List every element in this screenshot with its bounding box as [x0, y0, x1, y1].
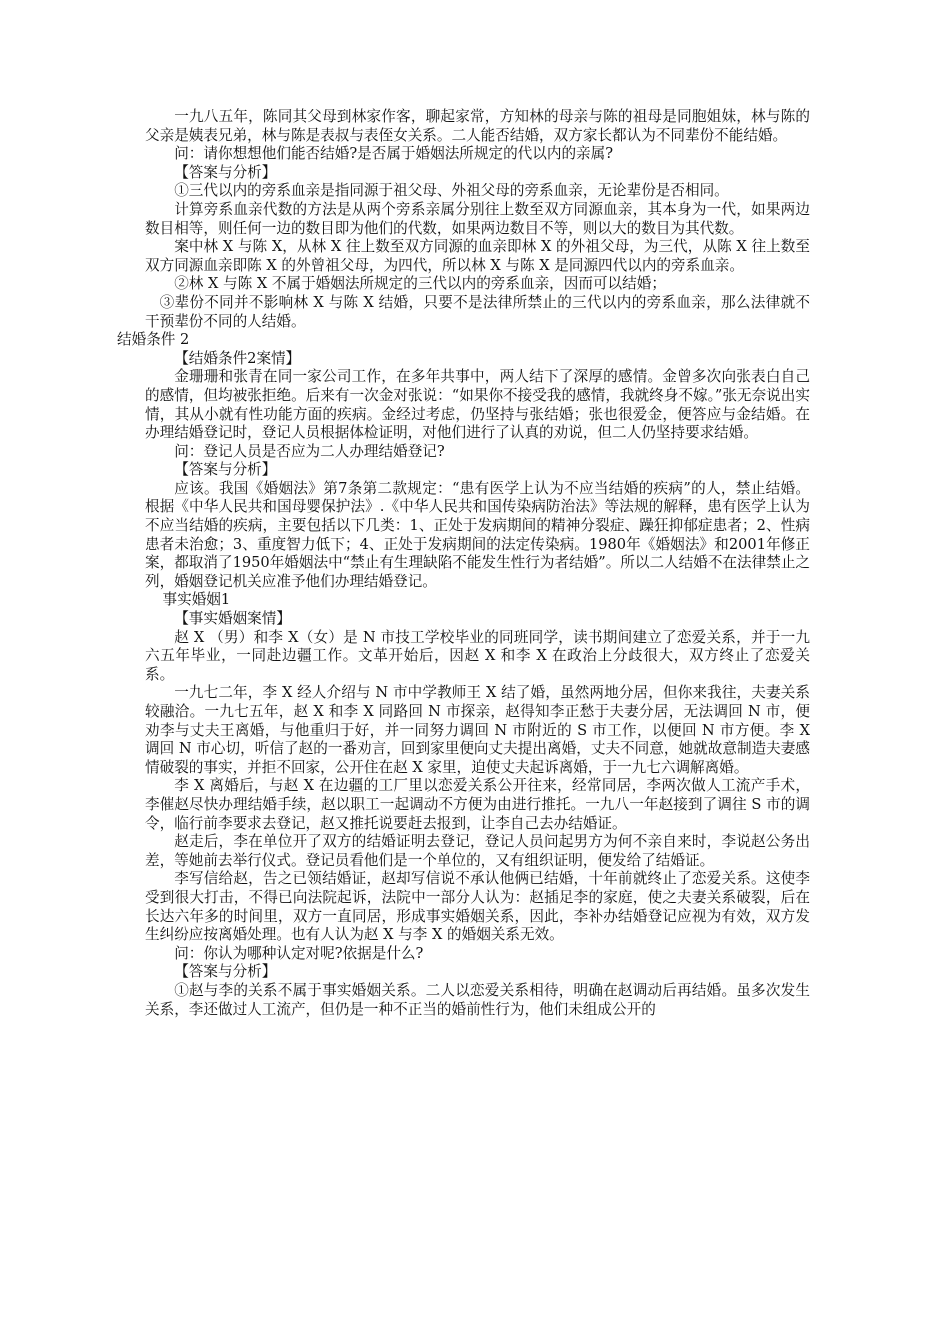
paragraph: 案中林 X 与陈 X，从林 X 往上数至双方同源的血亲即林 X 的外祖父母，为三代，从陈 X 往上数至双方同源血亲即陈 X 的外曾祖父母，为四代，所以林 X 与陈 X 是同源四代以内的旁系血亲。 — [145, 238, 810, 274]
section-heading: 结婚条件 2 — [117, 331, 190, 349]
paragraph: 一九八五年，陈同其父母到林家作客，聊起家常，方知林的母亲与陈的祖母是同胞姐妹，林与陈的父亲是姨表兄弟，林与陈是表叔与表侄女关系。二人能否结婚，双方家长都认为不同辈份不能结婚。 — [145, 108, 810, 144]
paragraph: 金珊珊和张青在同一家公司工作，在多年共事中，两人结下了深厚的感情。金曾多次向张表白自己的感情，但均被张拒绝。后来有一次金对张说：“如果你不接受我的感情，我就终身不嫁。”张无奈说出实情，其从小就有性功能方面的疾病。金经过考虑，仍坚持与张结婚；张也很爱金，便答应与金结婚。在办理结婚登记时，登记人员根据体检证明，对他们进行了认真的劝说，但二人仍坚持要求结婚。 — [145, 368, 810, 442]
question-line: 问：登记人员是否应为二人办理结婚登记? — [174, 442, 445, 460]
paragraph: 李写信给赵，告之已领结婚证，赵却写信说不承认他俩已结婚，十年前就终止了恋爱关系。这使李受到很大打击，不得已向法院起诉，法院中一部分人认为：赵插足李的家庭，使之夫妻关系破裂，后在长达六年多的时间里，双方一直同居，形成事实婚姻关系，因此，李补办结婚登记应视为有效，双方发生纠纷应按离婚处理。也有人认为赵 X 与李 X 的婚姻关系无效。 — [145, 870, 810, 944]
paragraph: ②林 X 与陈 X 不属于婚姻法所规定的三代以内的旁系血亲，因而可以结婚； — [174, 275, 666, 293]
paragraph: 赵走后，李在单位开了双方的结婚证明去登记，登记人员问起男方为何不亲自来时，李说赵公务出差，等她前去举行仪式。登记员看他们是一个单位的，又有组织证明，便发给了结婚证。 — [145, 833, 810, 869]
section-heading: 事实婚姻1 — [162, 591, 231, 609]
paragraph: 一九七二年，李 X 经人介绍与 N 市中学教师王 X 结了婚，虽然两地分居，但你来我往，夫妻关系较融洽。一九七五年，赵 X 和李 X 同路回 N 市探亲，赵得知李正愁于夫妻分居，无法调回 N 市，便劝李与丈夫王离婚，与他重归于好，并一同努力调回 N 市附近的 S 市工作，以便回 N 市方便。李 X 调回 N 市心切，听信了赵的一番劝言，回到家里便向丈夫提出离婚，丈夫不同意，她就故意制造夫妻感情破裂的事实，并拒不回家，公开住在赵 X 家里，迫使丈夫起诉离婚，于一九七六调解离婚。 — [145, 684, 810, 776]
document-page — [117, 108, 811, 1019]
case-label: 【事实婚姻案情】 — [174, 610, 291, 628]
paragraph: 计算旁系血亲代数的方法是从两个旁系亲属分别往上数至双方同源血亲，其本身为一代，如果两边数目相等，则任何一边的数目即为他们的代数，如果两边数目不等，则以大的数目为其代数。 — [145, 200, 810, 237]
paragraph: 李 X 离婚后，与赵 X 在边疆的工厂里以恋爱关系公开往来，经常同居，李两次做人工流产手术，李催赵尽快办理结婚手续，赵以职工一起调动不方便为由进行推托。一九八一年赵接到了调往 S 市的调令，临行前李要求去登记，赵又推托说要赶去报到，让李自己去办结婚证。 — [145, 777, 810, 832]
paragraph: 应该。我国《婚姻法》第7条第二款规定：“患有医学上认为不应当结婚的疾病”的人，禁止结婚。根据《中华人民共和国母婴保护法》.《中华人民共和国传染病防治法》等法规的解释，患有医学上认为不应当结婚的疾病，主要包括以下几类：1、正处于发病期间的精神分裂症、躁狂抑郁症患者；2、性病患者未治愈；3、重度智力低下；4、正处于发病期间的法定传染病。1980年《婚姻法》和2001年修正案，都取消了1950年婚姻法中“禁止有生理缺陷不能发生性行为者结婚”。所以二人结婚不在法律禁止之列，婚姻登记机关应准予他们办理结婚登记。 — [145, 479, 811, 590]
paragraph: 赵 X （男）和李 X（女）是 N 市技工学校毕业的同班同学，读书期间建立了恋爱关系，并于一九六五年毕业，一同赴边疆工作。文革开始后，因赵 X 和李 X 在政治上分歧很大，双方终止了恋爱关系。 — [145, 628, 810, 683]
paragraph: ③辈份不同并不影响林 X 与陈 X 结婚，只要不是法律所禁止的三代以内的旁系血亲，那么法律就不干预辈份不同的人结婚。 — [145, 293, 810, 330]
paragraph: ①三代以内的旁系血亲是指同源于祖父母、外祖父母的旁系血亲，无论辈份是否相同。 — [174, 182, 729, 200]
question-line: 问：请你想想他们能否结婚?是否属于婚姻法所规定的代以内的亲属? — [174, 145, 614, 163]
paragraph: ①赵与李的关系不属于事实婚姻关系。二人以恋爱关系相待，明确在赵调动后再结婚。虽多次发生关系，李还做过人工流产，但仍是一种不正当的婚前性行为，他们未组成公开的 — [145, 981, 810, 1018]
answer-analysis-label: 【答案与分析】 — [174, 963, 277, 981]
answer-analysis-label: 【答案与分析】 — [174, 461, 277, 479]
answer-analysis-label: 【答案与分析】 — [174, 163, 277, 181]
case-label: 【结婚条件2案情】 — [174, 349, 301, 367]
question-line: 问：你认为哪种认定对呢?依据是什么? — [174, 944, 424, 962]
